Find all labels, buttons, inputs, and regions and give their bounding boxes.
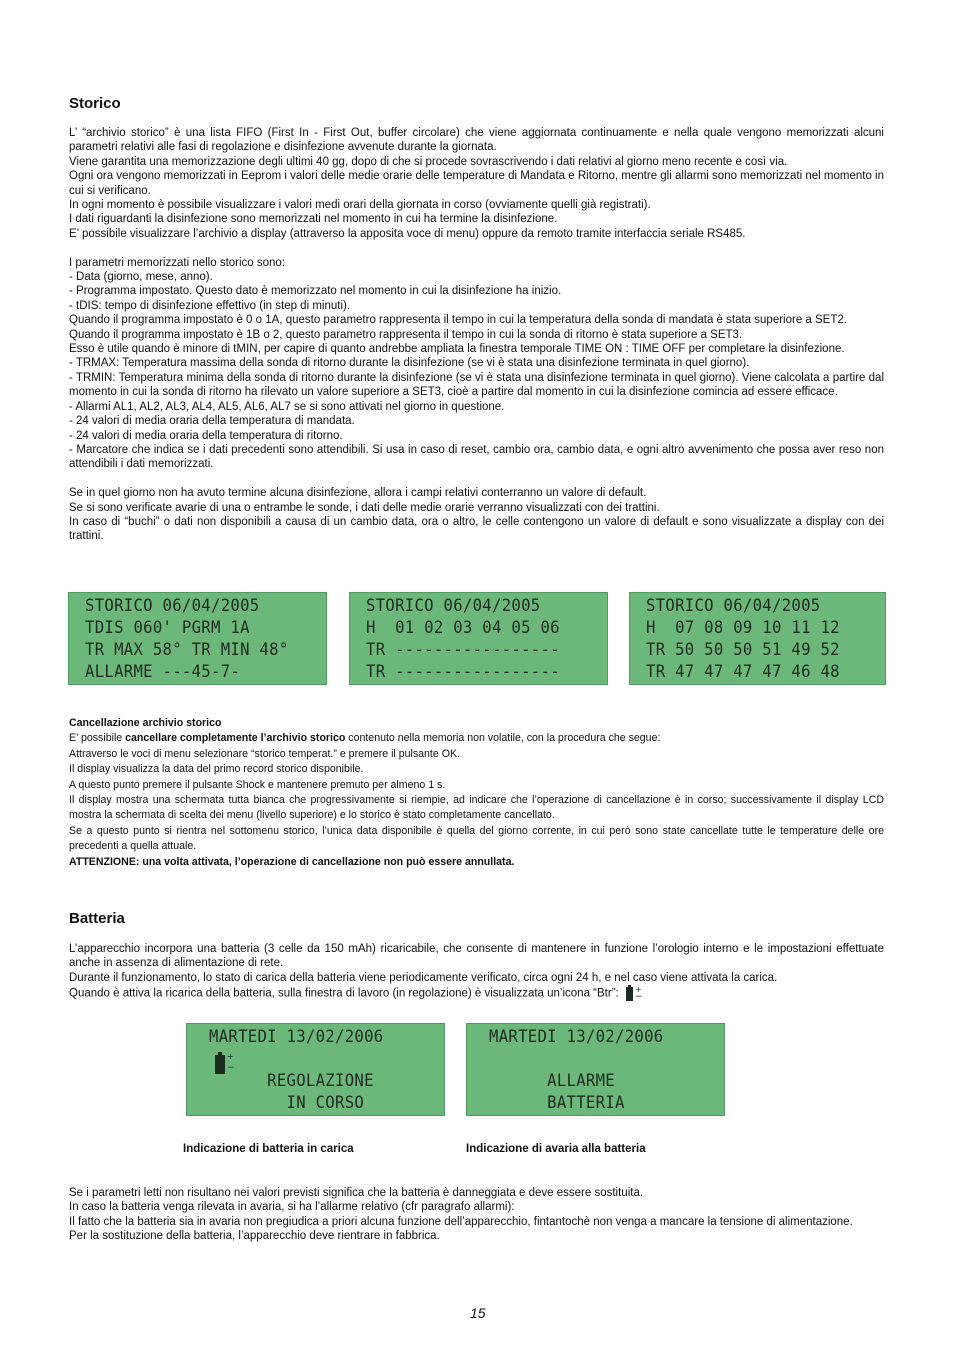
storico-paragraph: Quando il programma impostato è 1B o 2, questo parametro rappresenta il tempo in cui la sonda di ritorno è stata superiore a SET3. bbox=[69, 328, 743, 341]
footer-paragraph: Il fatto che la batteria sia in avaria non pregiudica a priori alcuna funzione dell’apparecchio, fintantochè non venga a mancare la tensione di alimentazione. bbox=[69, 1215, 853, 1228]
section-heading-batteria: Batteria bbox=[69, 910, 125, 927]
lcd-line: BATTERIA bbox=[489, 1093, 625, 1113]
storico-paragraph bbox=[69, 472, 884, 486]
section-heading-storico: Storico bbox=[69, 95, 121, 112]
lcd-line: TR MAX 58° TR MIN 48° bbox=[85, 640, 289, 660]
lcd-line: TR ----------------- bbox=[366, 640, 560, 660]
storico-paragraph: Quando il programma impostato è 0 o 1A, questo parametro rappresenta il tempo in cui la temperatura della sonda di mandata è stata superiore a SET2. bbox=[69, 314, 847, 327]
lcd-storico-3 bbox=[629, 592, 886, 685]
storico-paragraph: Esso è utile quando è minore di tMIN, per capire di quanto andrebbe ampliata la finestra temporale TIME ON : TIME OFF per completare la disinfezione. bbox=[69, 343, 845, 356]
caption-batteria-carica: Indicazione di batteria in carica bbox=[183, 1143, 354, 1155]
batteria-icon-sentence bbox=[69, 985, 884, 1002]
lcd-line: STORICO 06/04/2005 bbox=[366, 596, 541, 616]
storico-paragraph: Ogni ora vengono memorizzati in Eeprom i valori delle medie orarie delle temperature di Mandata e Ritorno, mentre gli allarmi sono memorizzati nel momento in cui si verificano. bbox=[69, 170, 884, 197]
storico-paragraph: E’ possibile visualizzare l’archivio a display (attraverso la apposita voce di menu) oppure da remoto tramite interfaccia seriale RS485. bbox=[69, 227, 746, 240]
storico-paragraph: I dati riguardanti la disinfezione sono memorizzati nel momento in cui ha termine la disinfezione. bbox=[69, 213, 558, 226]
footer-paragraph: Per la sostituzione della batteria, l’apparecchio deve rientrare in fabbrica. bbox=[69, 1230, 440, 1243]
storico-paragraph: In caso di “buchi” o dati non disponibili a causa di un cambio data, ora o altro, le celle contengono un valore di default e sono visualizzate a display con dei trattini. bbox=[69, 515, 884, 543]
lcd-line: IN CORSO bbox=[209, 1093, 365, 1113]
lcd-line: ALLARME bbox=[489, 1071, 615, 1091]
cancellazione-block bbox=[69, 716, 884, 870]
storico-paragraph: Se si sono verificate avarie di una o entrambe le sonde, i dati delle medie orarie verranno visualizzati con dei trattini. bbox=[69, 501, 660, 514]
cancellazione-intro bbox=[69, 731, 884, 746]
icon-sentence-text: Quando è attiva la ricarica della batteria, sulla finestra di lavoro (in regolazione) è visualizzata un’icona “Btr”: bbox=[69, 987, 619, 1000]
storico-paragraph bbox=[69, 241, 884, 255]
storico-body bbox=[69, 126, 884, 544]
storico-paragraph: - Allarmi AL1, AL2, AL3, AL4, AL5, AL6, AL7 se si sono attivati nel giorno in questione. bbox=[69, 400, 505, 413]
storico-paragraph: - Data (giorno, mese, anno). bbox=[69, 271, 213, 284]
cancellazione-warning: ATTENZIONE: una volta attivata, l’operazione di cancellazione non può essere annullata. bbox=[69, 855, 515, 868]
caption-batteria-avaria: Indicazione di avaria alla batteria bbox=[466, 1143, 646, 1155]
cancellazione-line: Se a questo punto si rientra nel sottomenu storico, l’unica data disponibile è quella del giorno corrente, in cui però sono state cancellate tutte le temperature delle ore precedenti a quella attuale. bbox=[69, 824, 884, 853]
storico-paragraph: - 24 valori di media oraria della temperatura di mandata. bbox=[69, 415, 355, 428]
storico-paragraph: Se in quel giorno non ha avuto termine alcuna disinfezione, allora i campi relativi conterranno un valore di default. bbox=[69, 487, 647, 500]
storico-paragraph: I parametri memorizzati nello storico sono: bbox=[69, 256, 286, 269]
batteria-body bbox=[69, 942, 884, 1002]
lcd-line: H 07 08 09 10 11 12 bbox=[646, 618, 840, 638]
lcd-line: MARTEDI 13/02/2006 bbox=[209, 1027, 384, 1047]
lcd-line: H 01 02 03 04 05 06 bbox=[366, 618, 560, 638]
battery-charging-icon: + − bbox=[626, 985, 642, 1002]
storico-paragraph: Viene garantita una memorizzazione degli ultimi 40 gg, dopo di che si procede sovrascrivendo i dati relativi al giorno meno recente e così via. bbox=[69, 155, 788, 168]
lcd-line: REGOLAZIONE bbox=[209, 1071, 374, 1091]
intro-bold-text: cancellare completamente l’archivio storico bbox=[125, 732, 346, 745]
lcd-storico-1 bbox=[68, 592, 327, 685]
lcd-storico-2 bbox=[349, 592, 608, 685]
cancellazione-line: Attraverso le voci di menu selezionare “storico temperat.” e premere il pulsante OK. bbox=[69, 747, 460, 760]
lcd-line: TR 47 47 47 47 46 48 bbox=[646, 662, 840, 682]
storico-paragraph: - 24 valori di media oraria della temperatura di ritorno. bbox=[69, 429, 343, 442]
intro-text: E’ possibile bbox=[69, 732, 126, 745]
lcd-line: TR 50 50 50 51 49 52 bbox=[646, 640, 840, 660]
lcd-line: TDIS 060' PGRM 1A bbox=[85, 618, 250, 638]
storico-paragraph: - tDIS: tempo di disinfezione effettivo (in step di minuti). bbox=[69, 299, 351, 312]
lcd-batteria-avaria bbox=[466, 1023, 725, 1116]
storico-paragraph: In ogni momento è possibile visualizzare i valori medi orari della giornata in corso (ovviamente quelli già registrati). bbox=[69, 199, 651, 212]
batteria-paragraph: Durante il funzionamento, lo stato di carica della batteria viene periodicamente verificato, circa ogni 24 h, e nel caso viene attivata la carica. bbox=[69, 971, 778, 984]
lcd-line: ALLARME ---45-7- bbox=[85, 662, 241, 682]
batteria-footer bbox=[69, 1186, 884, 1244]
footer-paragraph: In caso la batteria venga rilevata in avaria, si ha l’allarme relativo (cfr paragrafo allarmi): bbox=[69, 1201, 515, 1214]
storico-paragraph: - TRMAX: Temperatura massima della sonda di ritorno durante la disinfezione (se vi è stata una disinfezione terminata in quel giorno). bbox=[69, 357, 750, 370]
cancellazione-line: Il display visualizza la data del primo record storico disponibile. bbox=[69, 763, 364, 776]
cancellazione-line: A questo punto premere il pulsante Shock e mantenere premuto per almeno 1 s. bbox=[69, 778, 446, 791]
storico-paragraph: - TRMIN: Temperatura minima della sonda di ritorno durante la disinfezione (se vi è stata una disinfezione terminata in quel giorno). Viene calcolata a partire dal momento in cui la sonda di ritorno ha rilevato un valore superiore a SET3, cioè a partire dal momento in cui la disinfezione comincia ad essere efficace. bbox=[69, 371, 884, 399]
storico-paragraph: - Programma impostato. Questo dato è memorizzato nel momento in cui la disinfezione ha inizio. bbox=[69, 285, 562, 298]
lcd-line: STORICO 06/04/2005 bbox=[646, 596, 821, 616]
storico-paragraph: L’ “archivio storico” è una lista FIFO (First In - First Out, buffer circolare) che viene aggiornata continuamente e nella quale vengono memorizzati alcuni parametri relativi alle fasi di regolazione e disinfezione avvenute durante la giornata. bbox=[69, 127, 884, 154]
footer-paragraph: Se i parametri letti non risultano nei valori previsti significa che la batteria è danneggiata e deve essere sostituita. bbox=[69, 1187, 644, 1199]
battery-charging-icon: + − bbox=[215, 1052, 235, 1074]
lcd-batteria-carica bbox=[186, 1023, 445, 1116]
lcd-line: TR ----------------- bbox=[366, 662, 560, 682]
lcd-line: MARTEDI 13/02/2006 bbox=[489, 1027, 664, 1047]
cancellazione-line: Il display mostra una schermata tutta bianca che progressivamente si riempie, ad indicare che l’operazione di cancellazione è in corso; successivamente il display LCD mostra la schermata di scelta dei menu (livello superiore) e lo storico è stato completamente cancellato. bbox=[69, 794, 884, 822]
cancellazione-title: Cancellazione archivio storico bbox=[69, 717, 222, 729]
batteria-paragraph: L’apparecchio incorpora una batteria (3 celle da 150 mAh) ricaricabile, che consente di mantenere in funzione l’orologio interno e le impostazioni effettuate anche in assenza di alimentazione di rete. bbox=[69, 943, 884, 970]
storico-paragraph: - Marcatore che indica se i dati precedenti sono attendibili. Si usa in caso di reset, cambio ora, cambio data, e ogni altro avvenimento che possa aver reso non attendibili i dati memorizzati. bbox=[69, 443, 884, 471]
page-number: 15 bbox=[470, 1305, 486, 1321]
intro-text-end: contenuto nella memoria non volatile, con la procedura che segue: bbox=[345, 732, 661, 745]
lcd-line: STORICO 06/04/2005 bbox=[85, 596, 260, 616]
